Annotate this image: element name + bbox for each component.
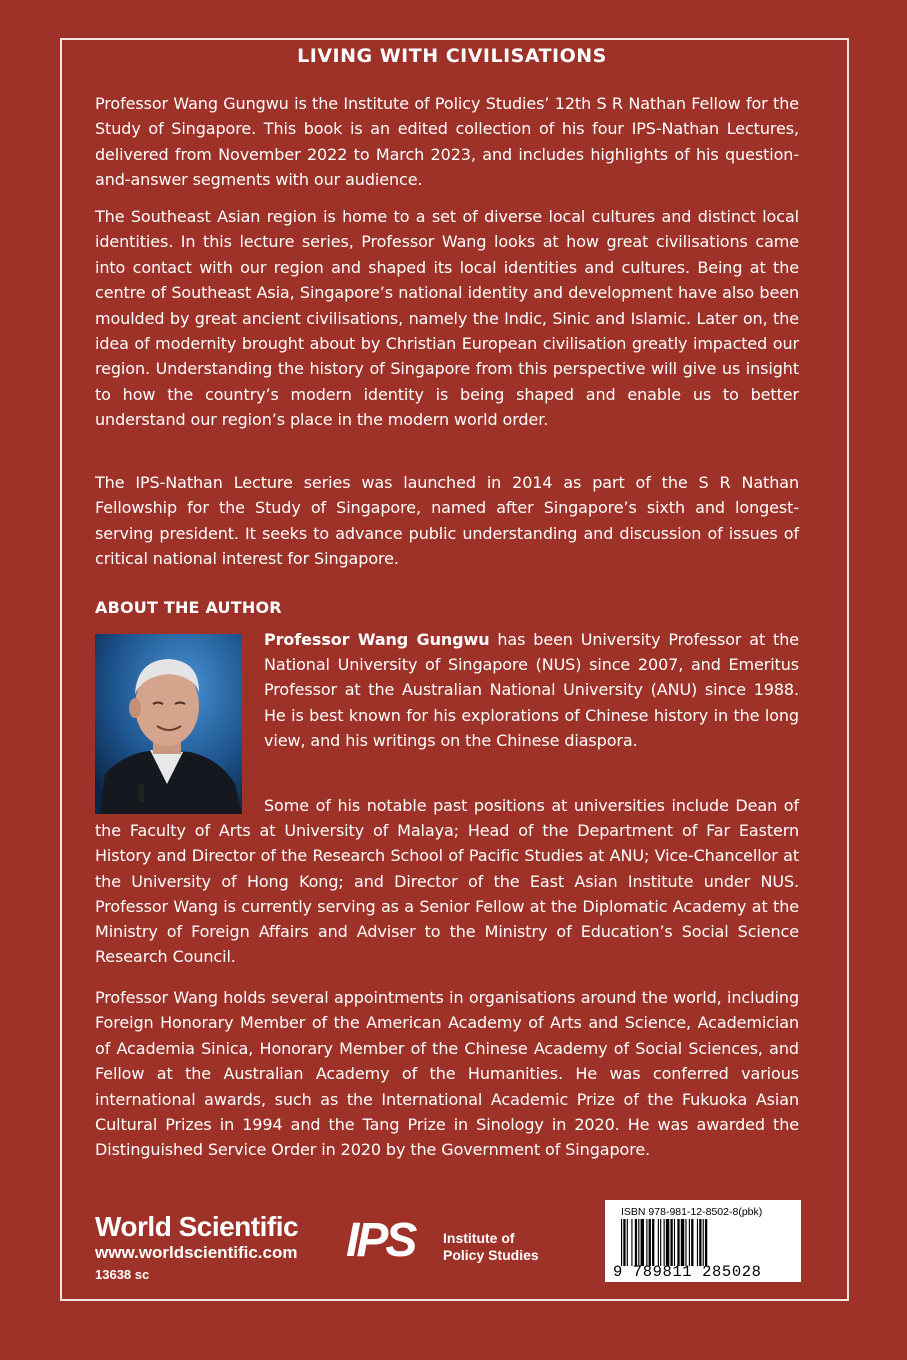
barcode-bar bbox=[646, 1219, 647, 1266]
barcode-bar bbox=[689, 1219, 690, 1266]
barcode-bar bbox=[658, 1219, 659, 1266]
barcode-bar bbox=[635, 1219, 637, 1266]
intro-paragraph: Professor Wang Gungwu is the Institute of Policy Studies’ 12th S R Nathan Fellow for the Study of Singapore. This book is an edited collection of his four IPS-Nathan Lectures, delivered from November 2022 to March 2023, and includes highlights of his question-and-answer segments with our audience. bbox=[95, 94, 799, 190]
ips-name-line1: Institute of bbox=[443, 1230, 515, 1246]
barcode-bar bbox=[660, 1219, 661, 1266]
publisher-name: World Scientific bbox=[95, 1211, 299, 1242]
barcode-bar bbox=[623, 1219, 625, 1266]
isbn-label: ISBN 978-981-12-8502-8(pbk) bbox=[621, 1206, 763, 1218]
ips-logo-text: IPS bbox=[346, 1214, 415, 1262]
ips-logo-icon bbox=[346, 1214, 436, 1262]
publisher-url: www.worldscientific.com bbox=[95, 1243, 298, 1262]
barcode-bar bbox=[649, 1219, 651, 1266]
author-name: Professor Wang Gungwu bbox=[264, 630, 490, 649]
barcode-bar bbox=[621, 1219, 622, 1266]
barcode-bar bbox=[703, 1219, 704, 1266]
author-positions-text: Some of his notable past positions at universities include Dean of the Faculty of Arts at University of Malaya; Head of the Department of Far Eastern History and Director of the Research School of Pacific Studies at ANU; Vice-Chancellor at the University of Hong Kong; and Director of the East Asian Institute under NUS. Professor Wang is currently serving as a Senior Fellow at the Diplomatic Academy at the Ministry of Foreign Affairs and Adviser to the Ministry of Education’s Social Science Research Council. bbox=[95, 796, 799, 967]
author-appointments-paragraph: Professor Wang holds several appointments in organisations around the world, including Foreign Honorary Member of the American Academy of Arts and Science, Academician of Academia Sinica, Honorary Member of the Chinese Academy of Social Sciences, and Fellow at the Australian Academy of the Humanities. He was conferred various international awards, such as the International Academic Prize of the Fukuoka Asian Cultural Prizes in 1994 and the Tang Prize in Sinology in 2020. He was awarded the Distinguished Service Order in 2020 by the Government of Singapore. bbox=[95, 988, 799, 1160]
author-photo bbox=[95, 634, 242, 814]
barcode-bar bbox=[638, 1219, 639, 1266]
series-paragraph: The Southeast Asian region is home to a set of diverse local cultures and distinct local identities. In this lecture series, Professor Wang looks at how great civilisations came into contact with our region and shaped its local identities and cultures. Being at the centre of Southeast Asia, Singapore’s national identity and development have also been moulded by great ancient civilisations, namely the Indic, Sinic and Islamic. Later on, the idea of modernity brought about by Christian European civilisation greatly impacted our region. Understanding the history of Singapore from this perspective will give us insight to how the country’s modern identity is being shaped and enable us to better understand our region’s place in the modern world order. bbox=[95, 207, 799, 430]
barcode-bar bbox=[641, 1219, 644, 1266]
barcode-bar bbox=[666, 1219, 669, 1266]
barcode-bar bbox=[681, 1219, 684, 1266]
barcode-bar bbox=[674, 1219, 675, 1266]
barcode-number: 9 789811 285028 bbox=[613, 1263, 762, 1281]
barcode-bar bbox=[685, 1219, 686, 1266]
barcode-bar bbox=[627, 1219, 628, 1266]
barcode-bar bbox=[652, 1219, 654, 1266]
about-author-heading: ABOUT THE AUTHOR bbox=[95, 598, 282, 617]
barcode-bar bbox=[691, 1219, 693, 1266]
lecture-series-paragraph: The IPS-Nathan Lecture series was launched in 2014 as part of the S R Nathan Fellowship for the Study of Singapore, named after Singapore’s sixth and longest-serving president. It seeks to advance public understanding and discussion of issues of critical national interest for Singapore. bbox=[95, 473, 799, 569]
author-bio-intro-text: has been University Professor at the National University of Singapore (NUS) since 2007, and Emeritus Professor at the Australian National University (ANU) since 1988. He is best known for his explorations of Chinese history in the long view, and his writings on the Chinese diaspora. bbox=[264, 630, 799, 750]
book-title: LIVING WITH CIVILISATIONS bbox=[267, 40, 637, 74]
barcode-bar bbox=[677, 1219, 679, 1266]
author-bio-intro bbox=[264, 627, 799, 753]
ips-name bbox=[443, 1230, 539, 1264]
text-indent bbox=[95, 810, 264, 811]
ips-name-line2: Policy Studies bbox=[443, 1247, 539, 1263]
author-positions-paragraph bbox=[95, 793, 799, 969]
publisher-code: 13638 sc bbox=[95, 1267, 150, 1282]
barcode-bar bbox=[670, 1219, 672, 1266]
barcode-bar bbox=[705, 1219, 707, 1266]
barcode-icon bbox=[621, 1219, 789, 1266]
barcode-bar bbox=[699, 1219, 701, 1266]
barcode-bar bbox=[697, 1219, 698, 1266]
barcode-bar bbox=[664, 1219, 665, 1266]
barcode-bar bbox=[631, 1219, 632, 1266]
